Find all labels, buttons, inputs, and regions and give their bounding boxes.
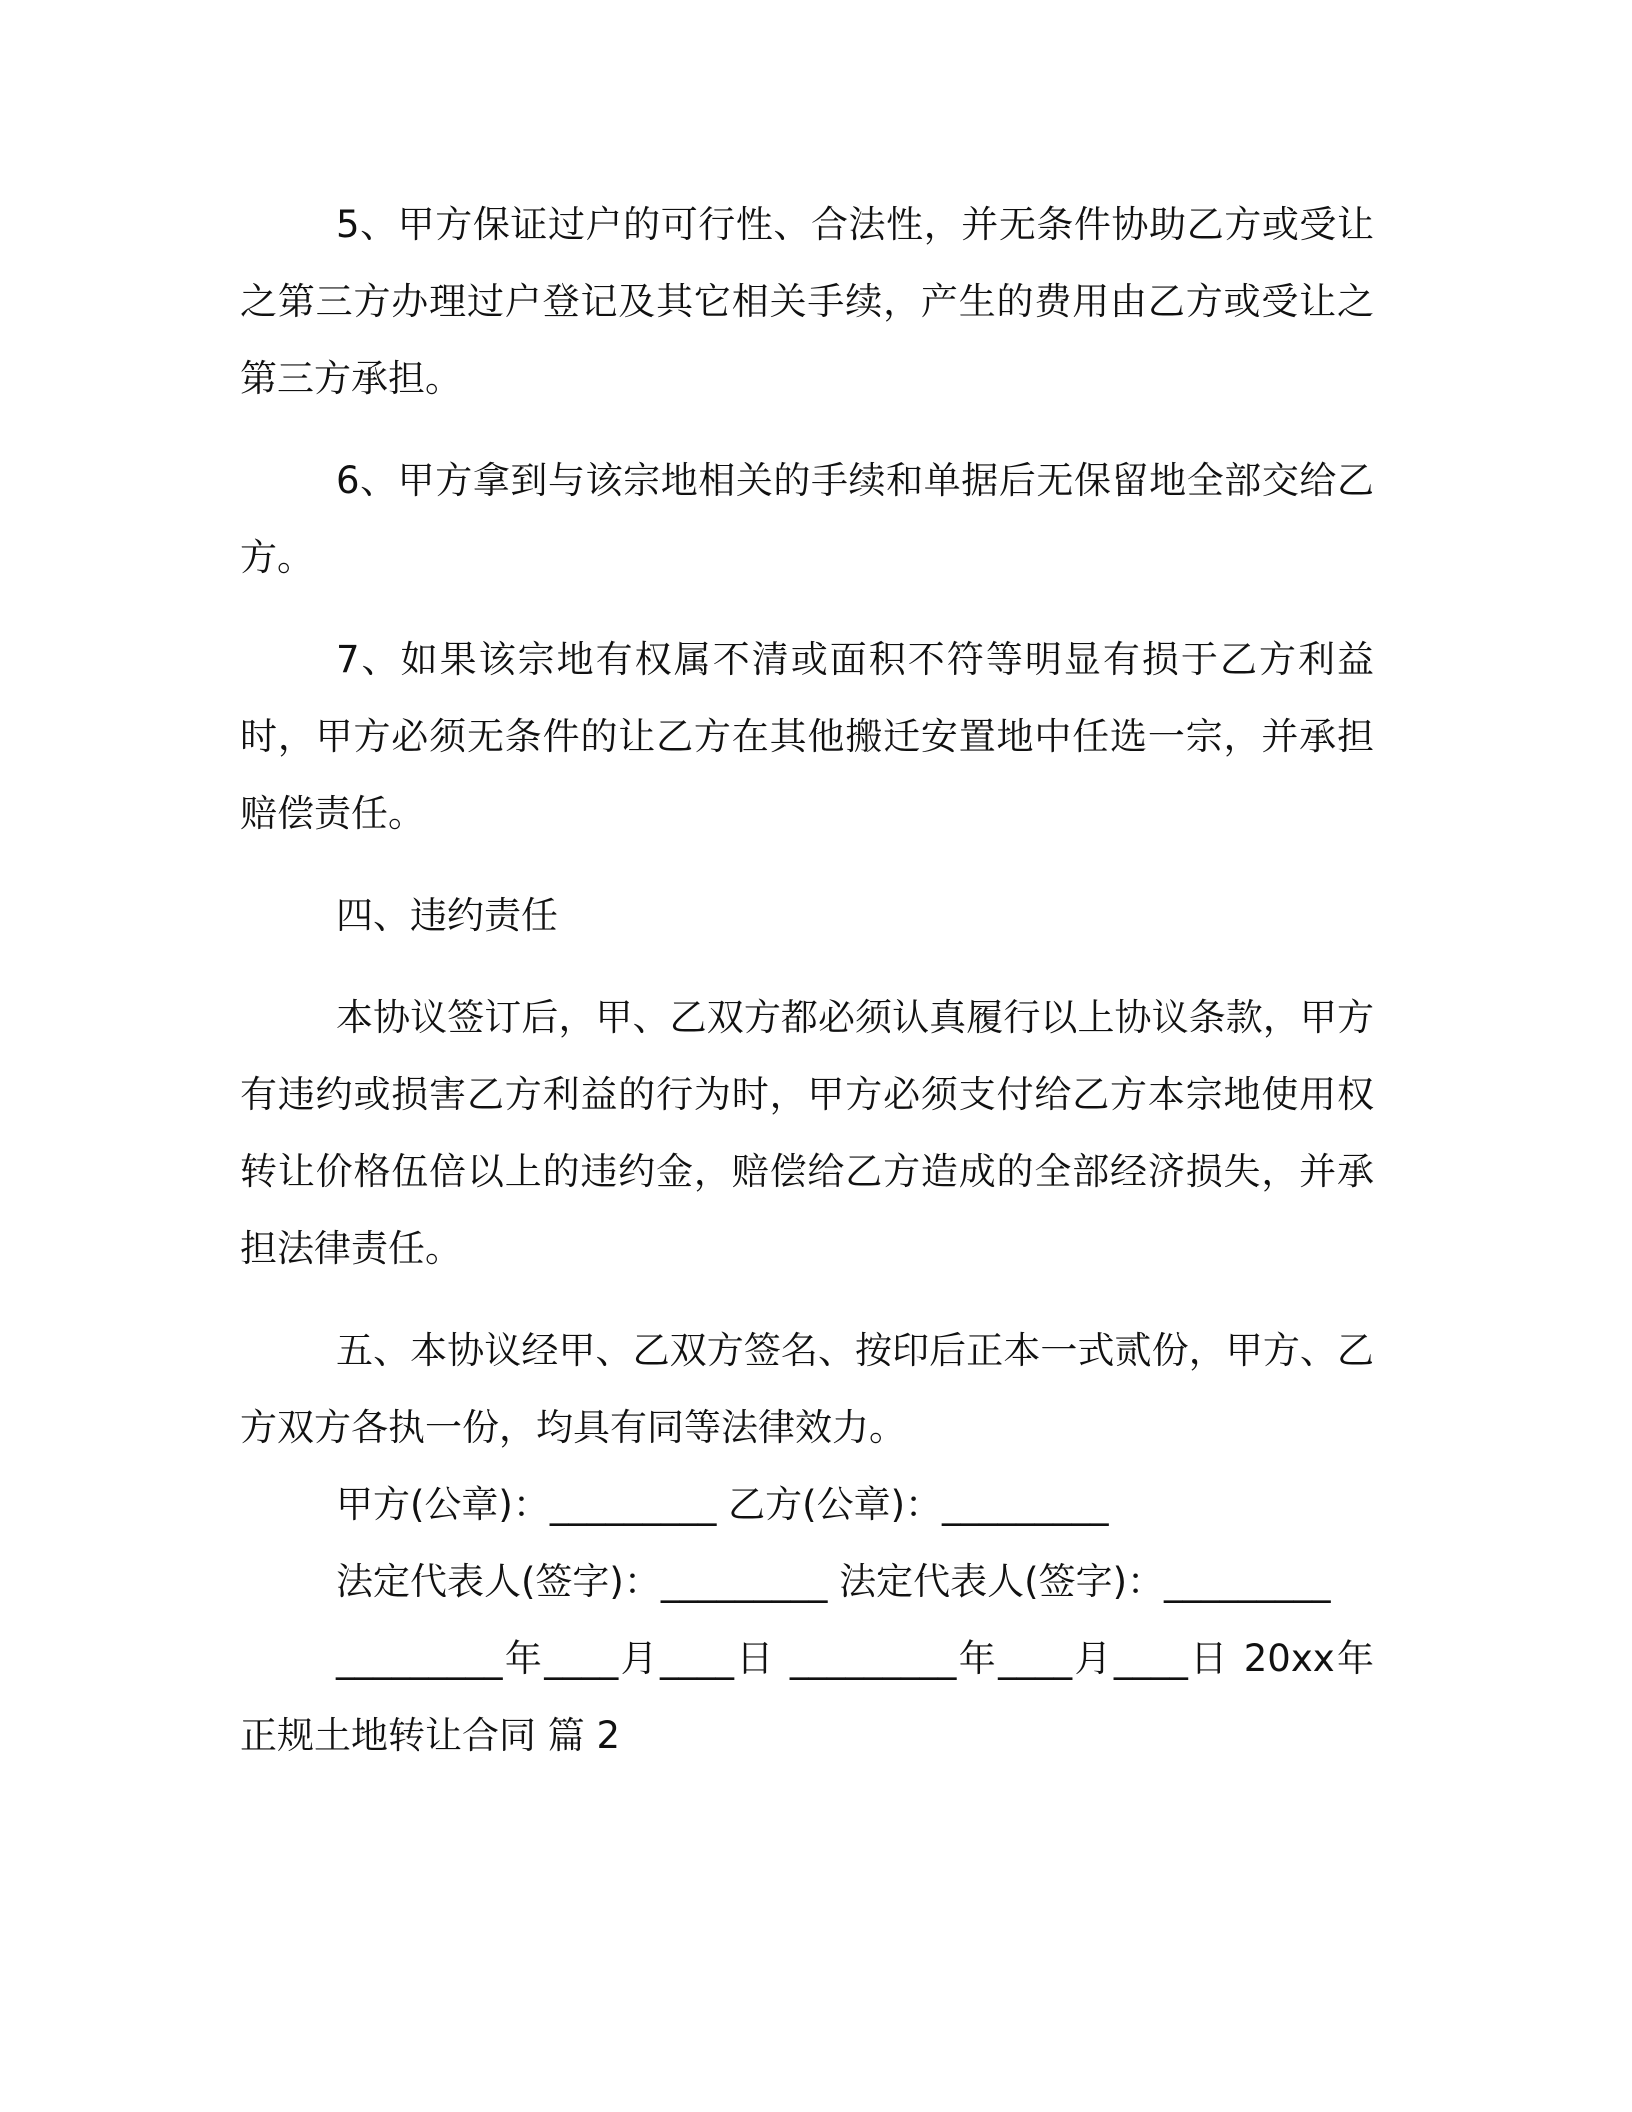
section-five-copies: 五、本协议经甲、乙双方签名、按印后正本一式贰份，甲方、乙方双方各执一份，均具有同等法律效力。: [240, 1329, 1374, 1449]
section-heading-breach: 四、违约责任: [336, 894, 558, 937]
representative-signature-line: 法定代表人(签字)：_________ 法定代表人(签字)：_________: [336, 1560, 1331, 1603]
clause-6: 6、甲方拿到与该宗地相关的手续和单据后无保留地全部交给乙方。: [240, 459, 1374, 579]
clause-7: 7、如果该宗地有权属不清或面积不符等明显有损于乙方利益时，甲方必须无条件的让乙方在其他搬迁安置地中任选一宗，并承担赔偿责任。: [240, 638, 1374, 835]
clause-5: 5、甲方保证过户的可行性、合法性，并无条件协助乙方或受让之第三方办理过户登记及其它相关手续，产生的费用由乙方或受让之第三方承担。: [240, 203, 1374, 400]
date-line-and-next-title: _________年____月____日 _________年____月____日 20xx年正规土地转让合同 篇 2: [240, 1637, 1374, 1757]
document-body: [240, 186, 1374, 1774]
breach-liability-paragraph: 本协议签订后，甲、乙双方都必须认真履行以上协议条款，甲方有违约或损害乙方利益的行为时，甲方必须支付给乙方本宗地使用权转让价格伍倍以上的违约金，赔偿给乙方造成的全部经济损失，并承担法律责任。: [240, 996, 1374, 1270]
seal-signature-line: 甲方(公章)：_________ 乙方(公章)：_________: [336, 1483, 1109, 1526]
